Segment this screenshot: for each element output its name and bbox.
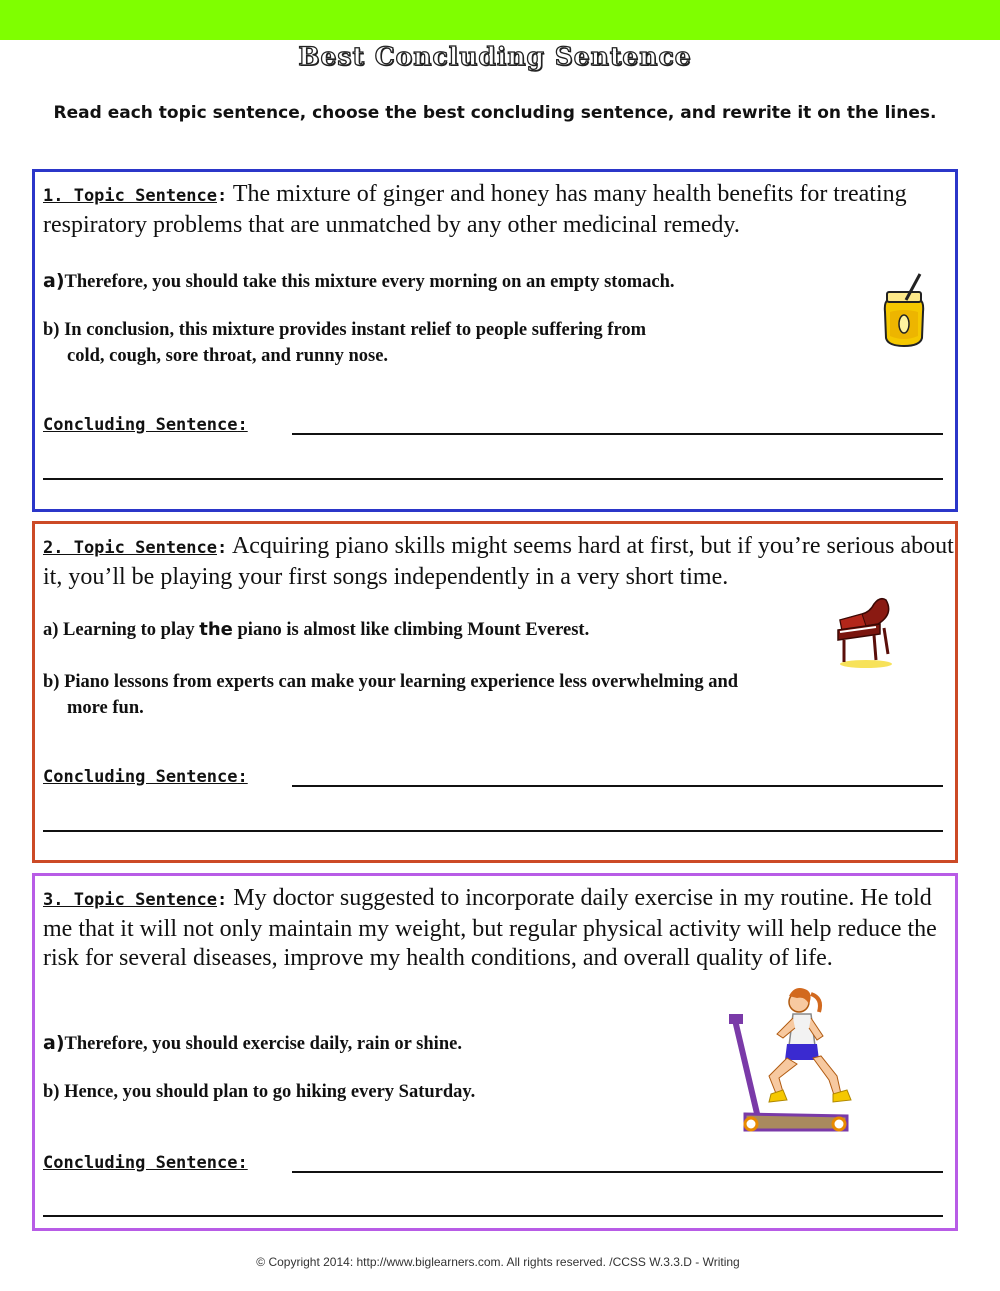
option-2b[interactable] (43, 669, 738, 721)
option-1b-line2: cold, cough, sore throat, and runny nose. (67, 346, 389, 366)
answer-line-1a[interactable] (292, 433, 943, 435)
option-3a-letter: a) (43, 1032, 65, 1054)
question-2-box (32, 521, 958, 863)
answer-line-3a[interactable] (292, 1171, 943, 1173)
option-2a-the: the (199, 619, 233, 640)
answer-line-2b[interactable] (43, 830, 943, 832)
option-2b-line1: Piano lessons from experts can make your learning experience less overwhelming and (64, 672, 739, 692)
topic-sentence-1: 1. Topic Sentence: The mixture of ginger and honey has many health benefits for treating respiratory problems that are unmatched by any other medicinal remedy. (43, 181, 907, 238)
answer-line-1b[interactable] (43, 478, 943, 480)
copyright-footer: © Copyright 2014: http://www.biglearners.com. All rights reserved. /CCSS W.3.3.D - Writing (256, 1255, 740, 1269)
topic-text-2: Acquiring piano skills might seems hard at first, but if you’re serious about it, you’ll be playing your first songs independently in a very short time. (43, 533, 954, 590)
instructions: Read each topic sentence, choose the best concluding sentence, and rewrite it on the lines. (53, 103, 937, 123)
option-2a-post: piano is almost like climbing Mount Everest. (237, 620, 590, 640)
answer-line-3b[interactable] (43, 1215, 943, 1217)
topic-label-2: 2. Topic Sentence (43, 538, 217, 558)
option-2b-letter: b) (43, 672, 60, 692)
topic-sentence-2: 2. Topic Sentence: Acquiring piano skills might seems hard at first, but if you’re serious about it, you’ll be playing your first songs independently in a very short time. (43, 533, 954, 590)
option-1a-text: Therefore, you should take this mixture every morning on an empty stomach. (64, 272, 675, 292)
option-2a-pre: Learning to play (63, 620, 195, 640)
topic-text-1: The mixture of ginger and honey has many health benefits for treating respiratory problems that are unmatched by any other medicinal remedy. (43, 181, 907, 238)
answer-line-2a[interactable] (292, 785, 943, 787)
option-1b[interactable] (43, 317, 646, 369)
topic-text-3: My doctor suggested to incorporate daily exercise in my routine. He told me that it will not only maintain my weight, but regular physical activity will help reduce the risk for several diseases, improve my health conditions, and overall quality of life. (43, 885, 937, 971)
topic-label-3: 3. Topic Sentence (43, 890, 217, 910)
question-3-box (32, 873, 958, 1231)
concluding-label-1: Concluding Sentence: (43, 415, 248, 435)
option-3b-text: Hence, you should plan to go hiking every Saturday. (64, 1082, 476, 1102)
option-1a[interactable] (43, 268, 675, 295)
concluding-label-3: Concluding Sentence: (43, 1153, 248, 1173)
option-2a-letter: a) (43, 620, 59, 640)
option-1a-letter: a) (43, 270, 65, 292)
honey-jar-icon (880, 272, 928, 352)
option-1b-line1: In conclusion, this mixture provides instant relief to people suffering from (64, 320, 646, 340)
option-3b[interactable] (43, 1079, 475, 1105)
concluding-label-2: Concluding Sentence: (43, 767, 248, 787)
treadmill-runner-icon (725, 984, 855, 1136)
option-3a-text: Therefore, you should exercise daily, rain or shine. (64, 1034, 462, 1054)
piano-icon (832, 594, 898, 670)
question-1-box (32, 169, 958, 512)
option-2b-line2: more fun. (67, 698, 144, 718)
option-3b-letter: b) (43, 1082, 60, 1102)
topic-sentence-3: 3. Topic Sentence: My doctor suggested to incorporate daily exercise in my routine. He told me that it will not only maintain my weight, but regular physical activity will help reduce the risk for several diseases, improve my health conditions, and overall quality of life. (43, 885, 937, 971)
option-2a[interactable] (43, 617, 589, 643)
worksheet-title: Best Concluding Sentence (298, 42, 692, 71)
option-1b-letter: b) (43, 320, 60, 340)
option-3a[interactable] (43, 1030, 462, 1057)
topic-label-1: 1. Topic Sentence (43, 186, 217, 206)
top-color-bar (0, 0, 1000, 40)
